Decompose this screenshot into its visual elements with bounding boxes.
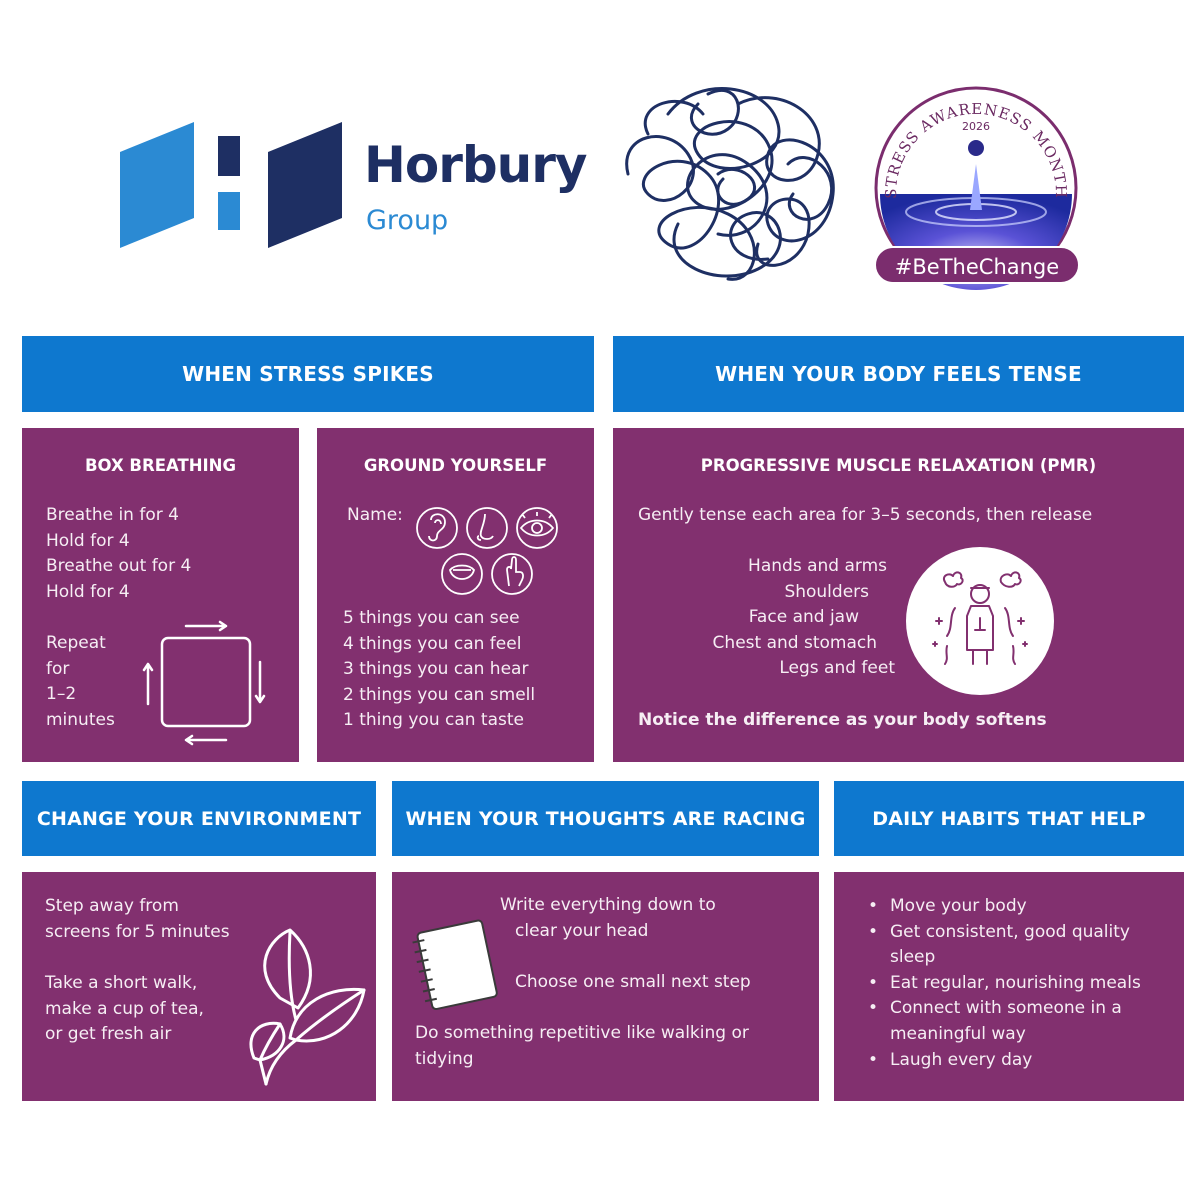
leaves-icon bbox=[240, 928, 370, 1088]
header-thoughts-racing: WHEN YOUR THOUGHTS ARE RACING bbox=[392, 781, 819, 856]
environment-line: Step away from bbox=[45, 896, 179, 916]
habit-line: meaningful way bbox=[890, 1023, 1026, 1044]
brand-name: Horbury bbox=[364, 136, 587, 194]
habit-line: • Connect with someone in a bbox=[890, 998, 1122, 1019]
pmr-area: Legs and feet bbox=[779, 658, 895, 679]
habit-item bbox=[864, 1048, 1141, 1074]
environment-text-a bbox=[45, 894, 230, 945]
step-line: Breathe in for 4 bbox=[46, 505, 179, 525]
habit-line: • Laugh every day bbox=[890, 1049, 1033, 1070]
senses-icons bbox=[415, 506, 565, 598]
ground-yourself-title: GROUND YOURSELF bbox=[363, 456, 548, 475]
badge-arc-text: STRESS AWARENESS MONTH bbox=[881, 99, 1071, 200]
ground-item: 5 things you can see bbox=[343, 608, 520, 628]
habit-line: • Eat regular, nourishing meals bbox=[890, 972, 1141, 993]
habit-line: • Move your body bbox=[890, 896, 1027, 916]
panel-pmr bbox=[613, 428, 1184, 762]
ground-item: 4 things you can feel bbox=[343, 633, 522, 654]
hashtag-badge: #BeTheChange bbox=[874, 246, 1080, 284]
thoughts-line: Write everything down to bbox=[500, 895, 716, 915]
pmr-intro: Gently tense each area for 3–5 seconds, then release bbox=[638, 505, 1093, 525]
thoughts-line: clear your head bbox=[515, 920, 649, 941]
panel-thoughts-racing bbox=[392, 872, 819, 1101]
thoughts-small-step: Choose one small next step bbox=[515, 972, 751, 992]
panel-change-environment bbox=[22, 872, 376, 1101]
step-line: Breathe out for 4 bbox=[46, 556, 192, 577]
habit-item bbox=[864, 996, 1141, 1047]
environment-line: Take a short walk, bbox=[45, 973, 198, 993]
header-when-body-tense: WHEN YOUR BODY FEELS TENSE bbox=[613, 336, 1184, 412]
box-breathing-steps bbox=[46, 503, 191, 605]
header-change-environment: CHANGE YOUR ENVIRONMENT bbox=[22, 781, 376, 856]
repeat-line: for bbox=[46, 658, 70, 679]
step-line: Hold for 4 bbox=[46, 581, 130, 602]
habit-line: sleep bbox=[890, 947, 936, 968]
header-when-stress-spikes: WHEN STRESS SPIKES bbox=[22, 336, 594, 412]
tangled-scribble-icon bbox=[608, 74, 852, 292]
mouth-icon bbox=[442, 554, 482, 594]
name-label: Name: bbox=[347, 505, 403, 525]
panel-box-breathing bbox=[22, 428, 299, 762]
panel-daily-habits bbox=[834, 872, 1184, 1101]
environment-line: or get fresh air bbox=[45, 1024, 172, 1045]
environment-line: make a cup of tea, bbox=[45, 998, 204, 1019]
pmr-area: Shoulders bbox=[784, 581, 869, 602]
touch-hand-icon bbox=[492, 554, 532, 594]
thoughts-write-down bbox=[500, 893, 716, 944]
ground-items bbox=[343, 606, 535, 734]
box-breathing-square-icon bbox=[142, 618, 272, 748]
pmr-area: Chest and stomach bbox=[712, 632, 877, 653]
pmr-area: Face and jaw bbox=[748, 607, 859, 628]
pmr-area: Hands and arms bbox=[748, 556, 887, 576]
badge-year: 2026 bbox=[962, 120, 990, 133]
ear-icon bbox=[417, 508, 457, 548]
habits-list bbox=[864, 894, 1141, 1073]
habit-item bbox=[864, 894, 1141, 920]
nose-icon bbox=[467, 508, 507, 548]
ground-item: 2 things you can smell bbox=[343, 684, 536, 705]
thoughts-line: tidying bbox=[415, 1048, 474, 1069]
panel-ground-yourself bbox=[317, 428, 594, 762]
repeat-line: Repeat bbox=[46, 633, 106, 653]
thoughts-line: Do something repetitive like walking or bbox=[415, 1023, 749, 1043]
repeat-line: minutes bbox=[46, 709, 115, 730]
calm-person-icon bbox=[905, 546, 1055, 696]
thoughts-repetitive bbox=[415, 1021, 749, 1072]
pmr-footer: Notice the difference as your body softens bbox=[638, 710, 1047, 730]
ground-item: 3 things you can hear bbox=[343, 659, 529, 680]
box-breathing-title: BOX BREATHING bbox=[84, 456, 237, 475]
habit-item bbox=[864, 920, 1141, 971]
horbury-logo-icon bbox=[118, 118, 344, 250]
ground-item: 1 thing you can taste bbox=[343, 710, 524, 731]
habit-item bbox=[864, 971, 1141, 997]
notebook-icon bbox=[410, 916, 502, 1012]
repeat-line: 1–2 bbox=[46, 684, 77, 705]
header-daily-habits: DAILY HABITS THAT HELP bbox=[834, 781, 1184, 856]
repeat-instructions bbox=[46, 631, 115, 733]
eye-icon bbox=[517, 508, 557, 548]
step-line: Hold for 4 bbox=[46, 530, 130, 551]
environment-text-b bbox=[45, 971, 204, 1048]
pmr-areas bbox=[613, 554, 895, 682]
habit-line: • Get consistent, good quality bbox=[890, 921, 1130, 942]
pmr-title: PROGRESSIVE MUSCLE RELAXATION (PMR) bbox=[700, 456, 1097, 475]
brand-subtitle: Group bbox=[366, 205, 449, 236]
environment-line: screens for 5 minutes bbox=[45, 921, 230, 942]
